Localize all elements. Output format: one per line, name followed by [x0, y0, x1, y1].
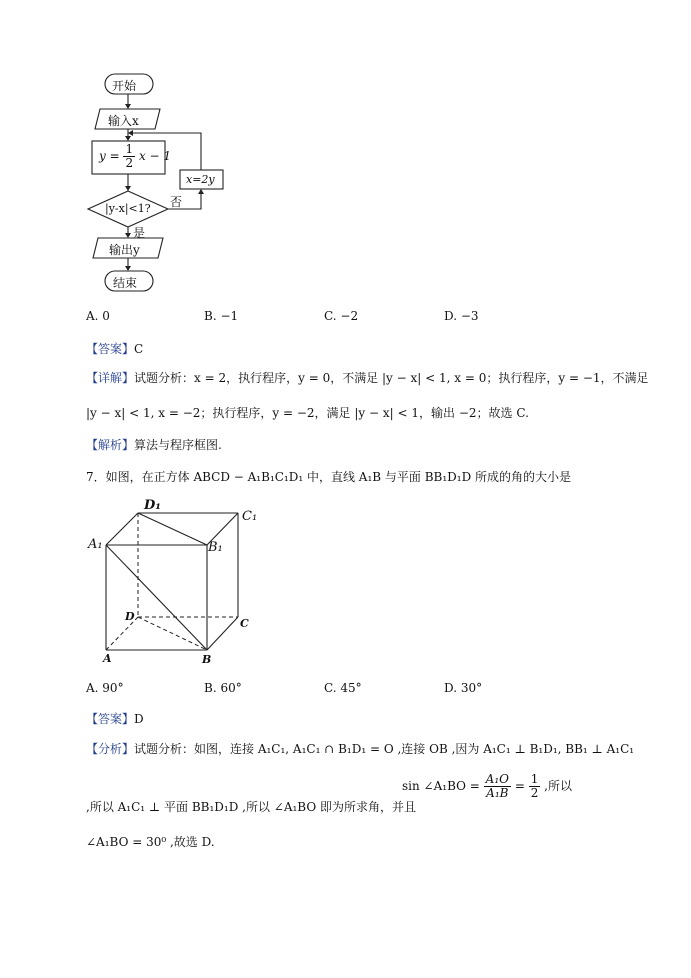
flowchart-decision-label: |y-x|<1?	[105, 202, 151, 215]
q7-solution-line1: 【分析】试题分析：如图，连接 A₁C₁, A₁C₁ ∩ B₁D₁ = O ,连接 OB ,因为 A₁C₁ ⊥ B₁D₁, BB₁ ⊥ A₁C₁	[86, 742, 635, 756]
analysis-tag: 【解析】	[86, 438, 135, 452]
q7-solution-line2: ,所以 A₁C₁ ⊥ 平面 BB₁D₁D ,所以 ∠A₁BO 即为所求角，并且	[86, 800, 416, 814]
flowchart-process-label: y = $\frac{1}{2}$ x − 1	[99, 142, 172, 170]
q7-option-d: D. 30°	[444, 681, 483, 695]
cube-label-b: B	[202, 653, 212, 666]
cube-label-b1: B₁	[208, 540, 223, 555]
flowchart-output-label: 输出y	[109, 243, 140, 257]
detail-tag: 【详解】	[86, 371, 135, 385]
answer-tag: 【答案】	[86, 712, 135, 726]
q7-question: 7．如图，在正方体 ABCD − A₁B₁C₁D₁ 中，直线 A₁B 与平面 BB₁D₁D 所成的角的大小是	[86, 470, 572, 484]
flowchart-end-label: 结束	[113, 276, 138, 290]
flowchart-no-label: 否	[170, 195, 183, 209]
q6-option-c: C. −2	[324, 309, 359, 323]
q6-option-b: B. −1	[204, 309, 239, 323]
q6-options	[86, 309, 606, 327]
cube-label-c1: C₁	[242, 509, 258, 524]
solution-tag: 【分析】	[86, 742, 135, 756]
q6-detail-line2: |y − x| < 1, x = −2；执行程序，y = −2，满足 |y − x| < 1，输出 −2；故选 C.	[86, 406, 529, 420]
flowchart-start-label: 开始	[112, 79, 137, 93]
cube-label-a1: A₁	[88, 537, 103, 552]
q7-option-b: B. 60°	[204, 681, 242, 695]
q7-answer: 【答案】D	[86, 712, 144, 726]
q7-options	[86, 681, 606, 699]
q7-option-c: C. 45°	[324, 681, 362, 695]
answer-tag: 【答案】	[86, 342, 135, 356]
q6-detail-line1: 【详解】试题分析：x = 2，执行程序，y = 0，不满足 |y − x| < 1, x = 0；执行程序，y = −1，不满足	[86, 371, 649, 385]
flowchart-yes-label: 是	[133, 226, 146, 240]
cube-label-a: A	[103, 652, 112, 665]
cube-label-d1: D₁	[144, 498, 161, 513]
flowchart-input-label: 输入x	[108, 114, 139, 128]
cube-figure	[0, 490, 691, 670]
q7-option-a: A. 90°	[86, 681, 124, 695]
q6-answer: 【答案】C	[86, 342, 144, 356]
cube-label-d: D	[125, 610, 135, 623]
q6-option-a: A. 0	[86, 309, 110, 323]
q6-analysis: 【解析】算法与程序框图.	[86, 438, 222, 452]
cube-label-c: C	[240, 617, 249, 630]
flowchart-assign-label: x=2y	[186, 173, 215, 186]
q6-option-d: D. −3	[444, 309, 479, 323]
q7-solution-line3: ∠A₁BO = 30⁰ ,故选 D.	[86, 835, 215, 849]
q7-sin-formula: sin ∠A₁BO = $\frac{\text{A₁O}}{\text{A₁B}}$ = $\frac{1}{2}$ ,所以	[402, 772, 572, 800]
